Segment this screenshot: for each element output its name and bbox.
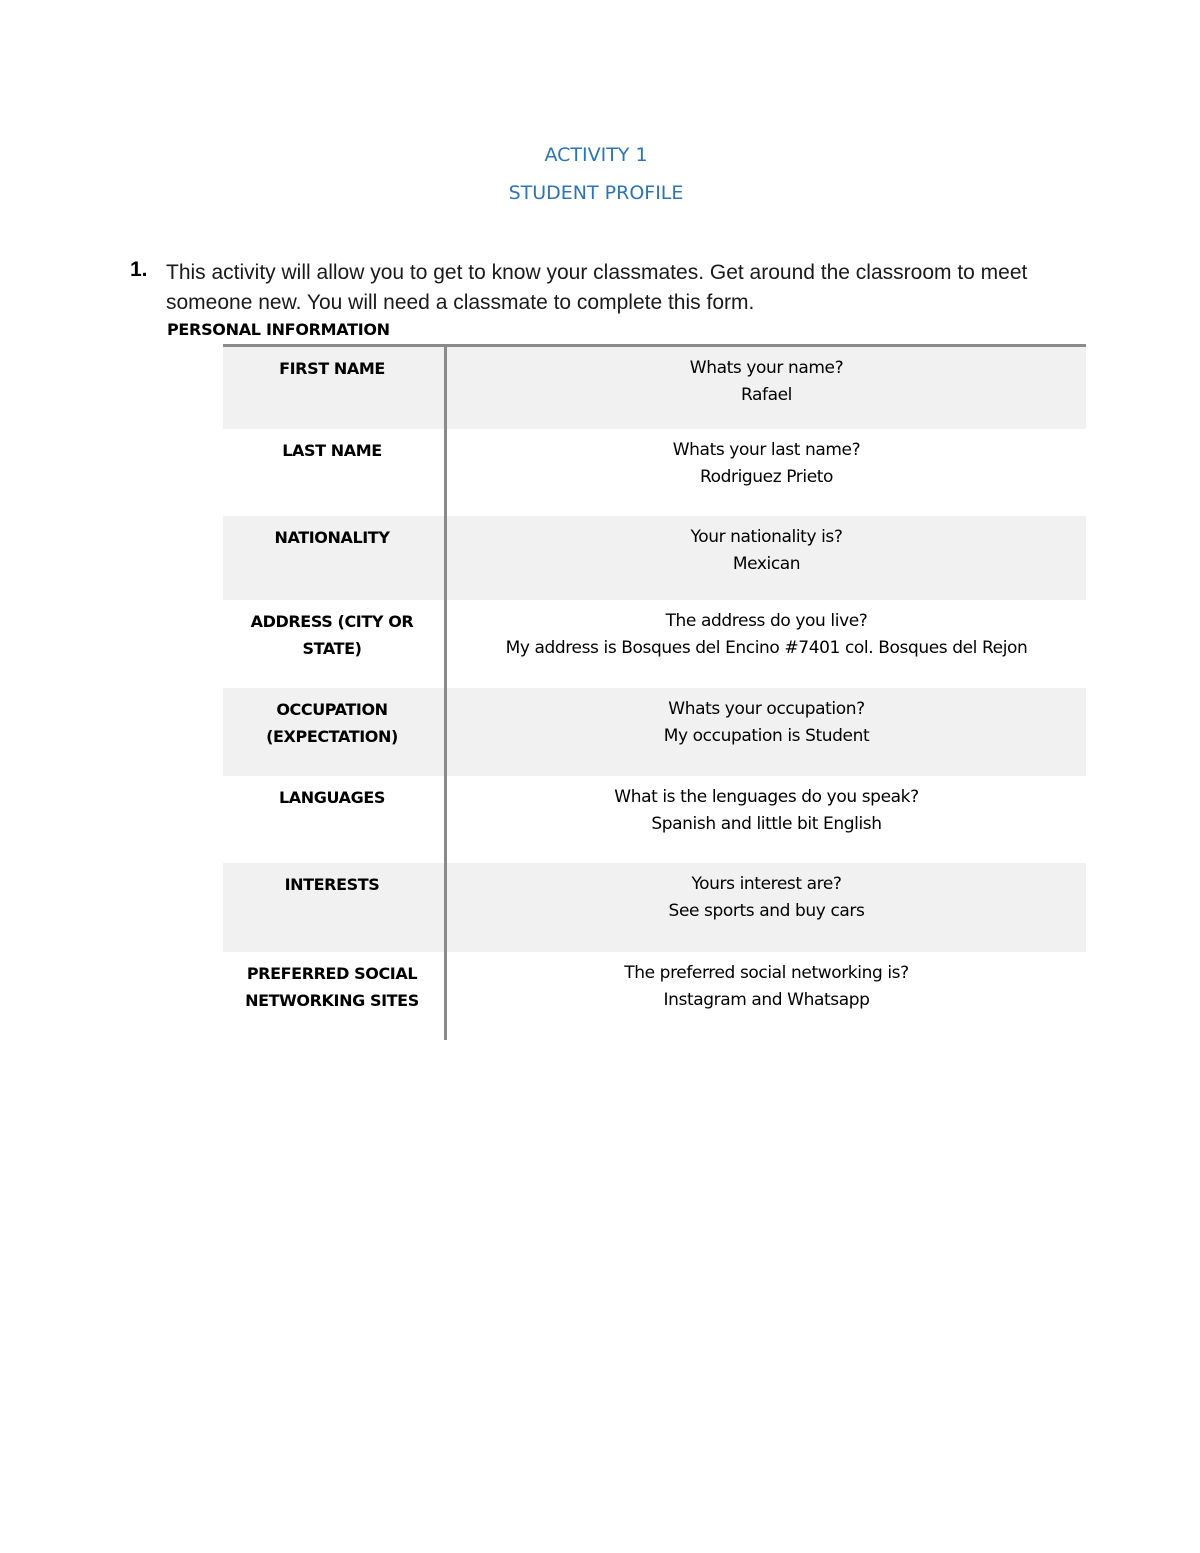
row-value (447, 347, 1086, 409)
row-answer: Mexican (732, 554, 801, 574)
list-number: 1. (130, 258, 148, 281)
row-answer: Spanish and little bit English (651, 814, 882, 834)
activity-title: ACTIVITY 1 (544, 144, 648, 166)
table-row (223, 516, 1086, 600)
instruction-text: This activity will allow you to get to know your classmates. Get around the classroom to meet someone new. You will need a classmate to complete this form. (166, 261, 1028, 314)
document-title: STUDENT PROFILE (508, 182, 684, 204)
row-value (447, 600, 1086, 662)
table-row (223, 347, 1086, 429)
row-answer: Instagram and Whatsapp (663, 990, 870, 1010)
table-row (223, 429, 1086, 516)
row-question: Whats your last name? (672, 440, 861, 460)
table-row (223, 952, 1086, 1040)
row-label: INTERESTS (284, 875, 380, 894)
row-question: Your nationality is? (690, 527, 843, 547)
row-value (447, 688, 1086, 750)
row-question: What is the lenguages do you speak? (614, 787, 919, 807)
row-question: Whats your occupation? (668, 699, 865, 719)
row-answer: Rodriguez Prieto (699, 467, 834, 487)
row-value (447, 516, 1086, 578)
row-label: PREFERRED SOCIAL NETWORKING SITES (245, 964, 419, 1010)
row-question: Yours interest are? (691, 874, 842, 894)
row-label: NATIONALITY (274, 528, 390, 547)
profile-table (223, 344, 1086, 1040)
row-value (447, 429, 1086, 491)
row-question: The address do you live? (665, 611, 868, 631)
row-label: LAST NAME (282, 441, 382, 460)
table-row (223, 776, 1086, 863)
row-label: ADDRESS (CITY OR STATE) (250, 612, 414, 658)
row-answer: Rafael (740, 385, 793, 405)
row-value (447, 952, 1086, 1014)
table-row (223, 688, 1086, 776)
row-answer: See sports and buy cars (668, 901, 865, 921)
table-row (223, 863, 1086, 952)
table-row (223, 600, 1086, 688)
row-question: Whats your name? (689, 358, 844, 378)
section-title: PERSONAL INFORMATION (167, 320, 390, 339)
row-question: The preferred social networking is? (624, 963, 909, 983)
row-label: FIRST NAME (279, 359, 385, 378)
column-divider (444, 347, 447, 1040)
row-value (447, 776, 1086, 838)
row-answer: My occupation is Student (663, 726, 870, 746)
row-answer: My address is Bosques del Encino #7401 col. Bosques del Rejon (505, 638, 1028, 658)
row-label: LANGUAGES (279, 788, 385, 807)
row-label: OCCUPATION (EXPECTATION) (266, 700, 398, 746)
row-value (447, 863, 1086, 925)
